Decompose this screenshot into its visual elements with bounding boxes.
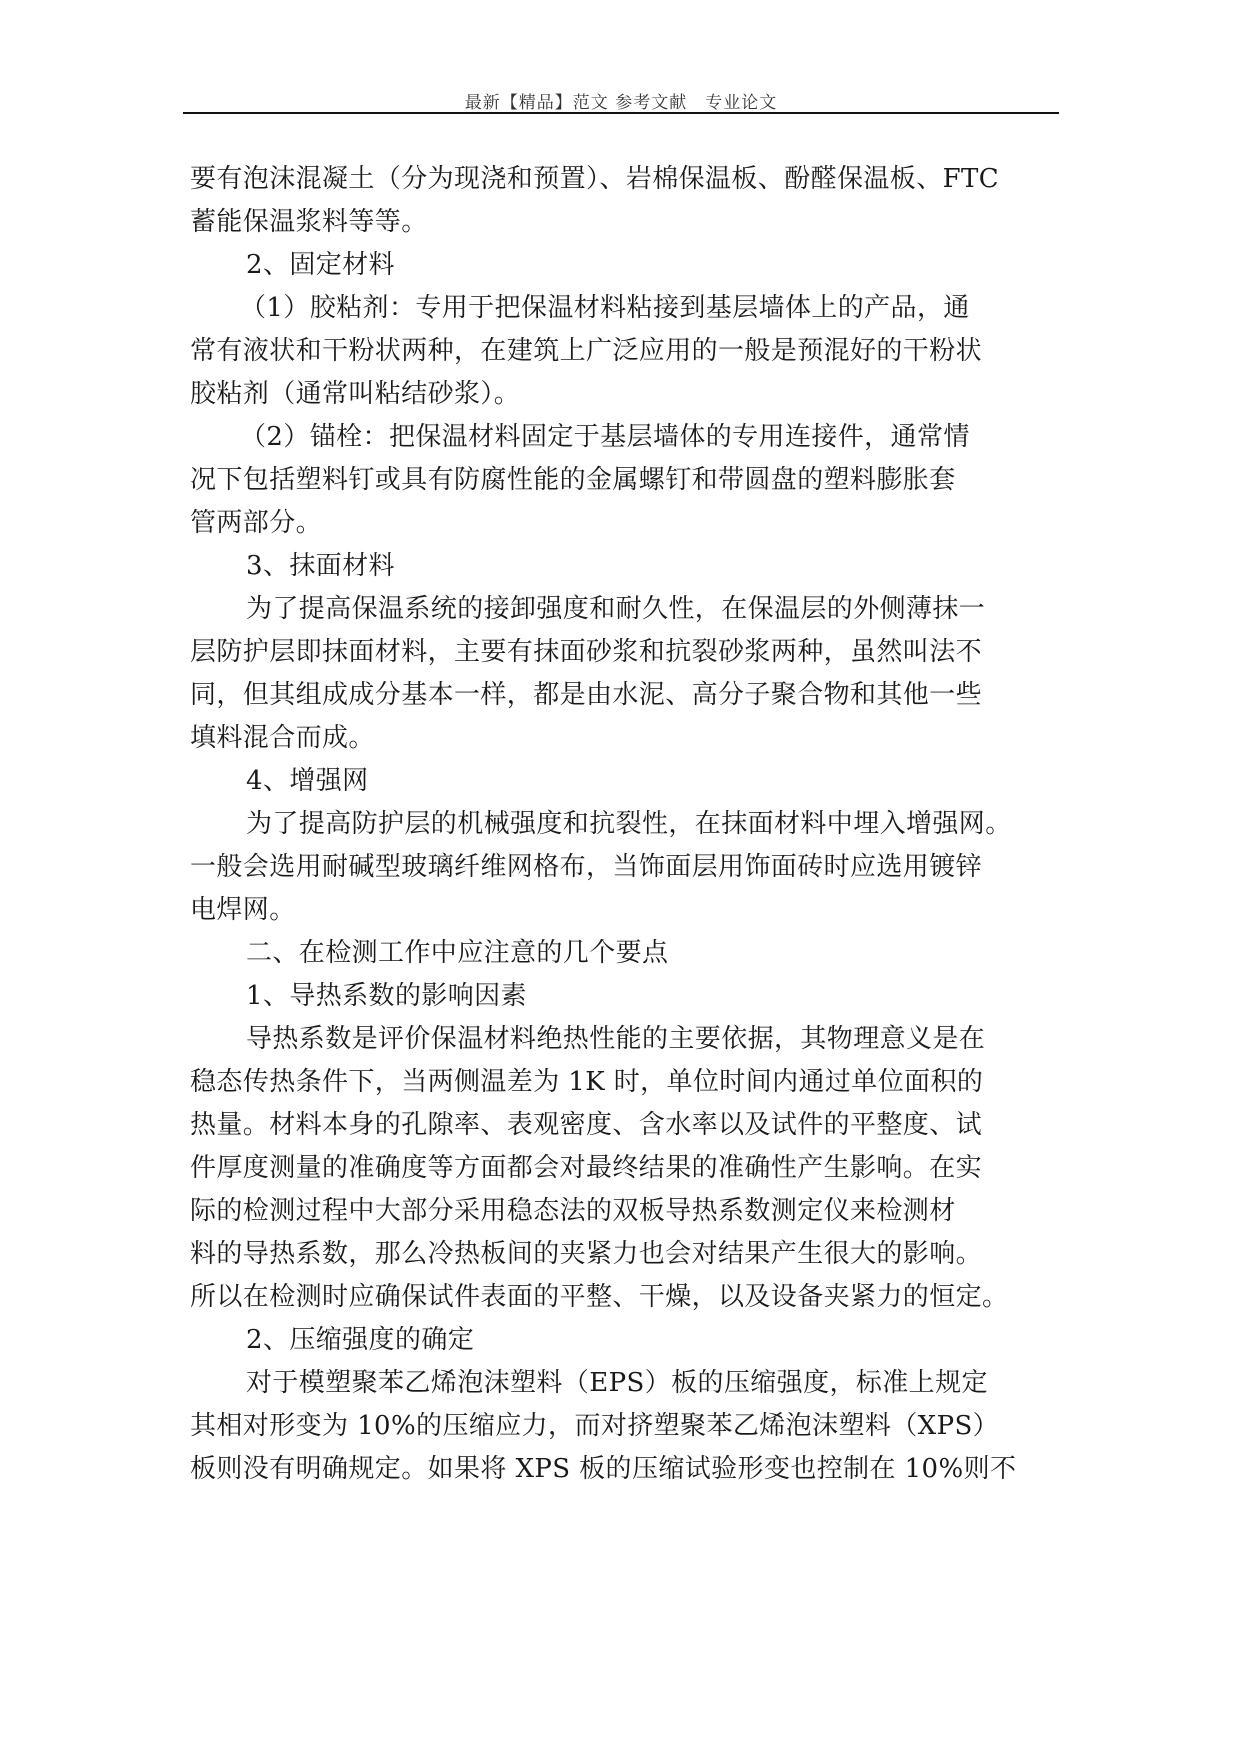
paragraph-line: 电焊网。 [190, 895, 296, 925]
paragraph-line: 为了提高防护层的机械强度和抗裂性，在抹面材料中埋入增强网。 [246, 809, 1012, 839]
header-divider [183, 112, 1059, 114]
paragraph-line: 层防护层即抹面材料，主要有抹面砂浆和抗裂砂浆两种，虽然叫法不 [190, 637, 983, 667]
paragraph-line: 板则没有明确规定。如果将 XPS 板的压缩试验形变也控制在 10%则不 [190, 1454, 1017, 1484]
paragraph-line: 为了提高保温系统的接卸强度和耐久性，在保温层的外侧薄抹一 [246, 594, 986, 624]
document-body [190, 158, 1062, 1491]
page-header: 最新【精品】范文 参考文献 专业论文 [464, 93, 778, 113]
paragraph-line: 蓄能保温浆料等等。 [190, 207, 428, 237]
paragraph-line: 要有泡沫混凝土（分为现浇和预置）、岩棉保温板、酚醛保温板、FTC [190, 164, 1000, 194]
section-heading: 2、固定材料 [246, 250, 395, 280]
paragraph-line: 同，但其组成成分基本一样，都是由水泥、高分子聚合物和其他一些 [190, 680, 983, 710]
paragraph-line: 其相对形变为 10%的压缩应力，而对挤塑聚苯乙烯泡沫塑料（XPS） [190, 1411, 1000, 1441]
paragraph-line: 件厚度测量的准确度等方面都会对最终结果的准确性产生影响。在实 [190, 1153, 983, 1183]
paragraph-line: 热量。材料本身的孔隙率、表观密度、含水率以及试件的平整度、试 [190, 1110, 983, 1140]
section-heading: 3、抹面材料 [246, 551, 395, 581]
paragraph-line: 一般会选用耐碱型玻璃纤维网格布，当饰面层用饰面砖时应选用镀锌 [190, 852, 983, 882]
paragraph-line: 常有液状和干粉状两种，在建筑上广泛应用的一般是预混好的干粉状 [190, 336, 983, 366]
paragraph-line: （2）锚栓：把保温材料固定于基层墙体的专用连接件，通常情 [240, 422, 970, 452]
paragraph-line: （1）胶粘剂：专用于把保温材料粘接到基层墙体上的产品，通 [240, 293, 970, 323]
section-heading: 2、压缩强度的确定 [246, 1325, 475, 1355]
section-heading: 4、增强网 [246, 766, 369, 796]
paragraph-line: 况下包括塑料钉或具有防腐性能的金属螺钉和带圆盘的塑料膨胀套 [190, 465, 956, 495]
paragraph-line: 胶粘剂（通常叫粘结砂浆）。 [190, 379, 521, 409]
paragraph-line: 际的检测过程中大部分采用稳态法的双板导热系数测定仪来检测材 [190, 1196, 956, 1226]
paragraph-line: 对于模塑聚苯乙烯泡沫塑料（EPS）板的压缩强度，标准上规定 [246, 1368, 988, 1398]
section-heading: 1、导热系数的影响因素 [246, 981, 527, 1011]
paragraph-line: 料的导热系数，那么冷热板间的夹紧力也会对结果产生很大的影响。 [190, 1239, 983, 1269]
paragraph-line: 管两部分。 [190, 508, 323, 538]
paragraph-line: 填料混合而成。 [190, 723, 375, 753]
paragraph-line: 所以在检测时应确保试件表面的平整、干燥，以及设备夹紧力的恒定。 [190, 1282, 1009, 1312]
paragraph-line: 稳态传热条件下，当两侧温差为 1K 时，单位时间内通过单位面积的 [190, 1067, 984, 1097]
section-heading: 二、在检测工作中应注意的几个要点 [246, 938, 669, 968]
paragraph-line: 导热系数是评价保温材料绝热性能的主要依据，其物理意义是在 [246, 1024, 986, 1054]
